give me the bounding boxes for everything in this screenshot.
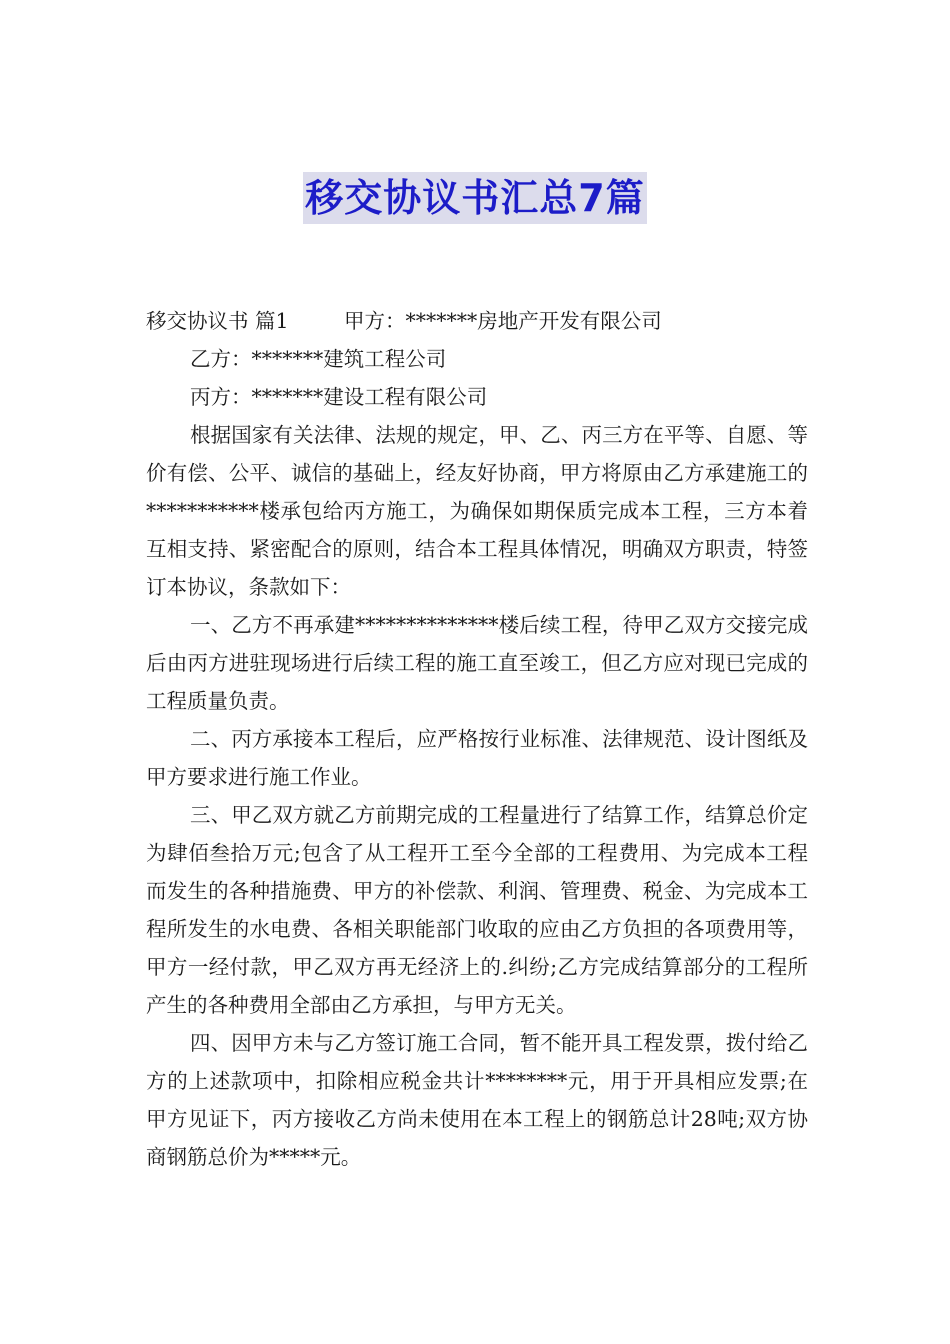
paragraph-clause-3: 三、甲乙双方就乙方前期完成的工程量进行了结算工作，结算总价定为肆佰叁拾万元;包含了从工程开工至今全部的工程费用、为完成本工程而发生的各种措施费、甲方的补偿款、利润、管理费、税金、为完成本工程所发生的水电费、各相关职能部门收取的应由乙方负担的各项费用等，甲方一经付款，甲乙双方再无经济上的.纠纷;乙方完成结算部分的工程所产生的各种费用全部由乙方承担，与甲方无关。 [146, 803, 808, 1017]
party-b: 乙方：*******建筑工程公司 [190, 347, 447, 371]
paragraph-clause-4: 四、因甲方未与乙方签订施工合同，暂不能开具工程发票，拨付给乙方的上述款项中，扣除相应税金共计********元，用于开具相应发票;在甲方见证下，丙方接收乙方尚未使用在本工程上的钢筋总计28吨;双方协商钢筋总价为*****元。 [146, 1031, 808, 1169]
document-body [146, 302, 808, 1176]
first-line [146, 302, 808, 340]
section-label: 移交协议书 篇1 [146, 309, 289, 333]
party-c: 丙方：*******建设工程有限公司 [190, 385, 488, 409]
document-title: 移交协议书汇总7篇 [303, 172, 646, 224]
paragraph-preamble: 根据国家有关法律、法规的规定，甲、乙、丙三方在平等、自愿、等价有偿、公平、诚信的基础上，经友好协商，甲方将原由乙方承建施工的***********楼承包给丙方施工，为确保如期保质完成本工程，三方本着互相支持、紧密配合的原则，结合本工程具体情况，明确双方职责，特签订本协议，条款如下： [146, 423, 808, 599]
paragraph-clause-2: 二、丙方承接本工程后，应严格按行业标准、法律规范、设计图纸及甲方要求进行施工作业。 [146, 727, 808, 789]
paragraph-clause-1: 一、乙方不再承建**************楼后续工程，待甲乙双方交接完成后由丙方进驻现场进行后续工程的施工直至竣工，但乙方应对现已完成的工程质量负责。 [146, 613, 808, 713]
party-a: 甲方：*******房地产开发有限公司 [344, 309, 662, 333]
title-container [0, 172, 950, 224]
